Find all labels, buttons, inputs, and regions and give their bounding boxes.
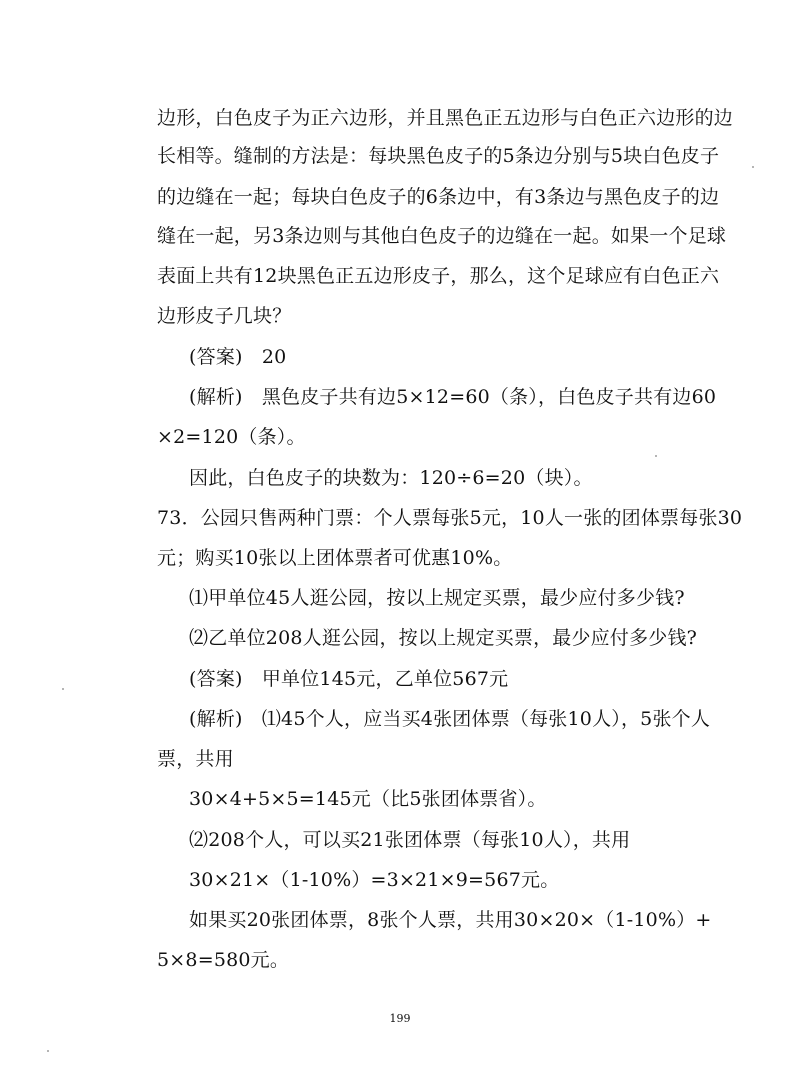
scan-speck bbox=[62, 688, 64, 690]
question-73-part-2: ⑵乙单位208人逛公园，按以上规定买票，最少应付多少钱? bbox=[189, 627, 698, 649]
text-line-5: 表面上共有12块黑色正五边形皮子，那么，这个足球应有白色正六 bbox=[157, 265, 720, 287]
analysis-line-1: (解析) 黑色皮子共有边5×12=60（条），白色皮子共有边60 bbox=[189, 386, 717, 408]
text-line-3: 的边缝在一起；每块白色皮子的6条边中，有3条边与黑色皮子的边 bbox=[157, 186, 720, 208]
analysis-73-line-4: ⑵208个人，可以买21张团体票（每张10人），共用 bbox=[189, 829, 631, 851]
question-73-line-1: 73．公园只售两种门票：个人票每张5元，10人一张的团体票每张30 bbox=[157, 507, 743, 529]
analysis-line-3: 因此，白色皮子的块数为：120÷6=20（块）。 bbox=[189, 467, 593, 489]
question-73-line-2: 元；购买10张以上团体票者可优惠10%。 bbox=[157, 547, 513, 569]
analysis-73-line-7: 5×8=580元。 bbox=[157, 949, 290, 971]
text-line-6: 边形皮子几块？ bbox=[157, 305, 292, 327]
analysis-73-line-3: 30×4+5×5=145元（比5张团体票省）。 bbox=[189, 788, 547, 810]
question-73-part-1: ⑴甲单位45人逛公园，按以上规定买票，最少应付多少钱? bbox=[189, 587, 685, 609]
answer-73-line: (答案) 甲单位145元，乙单位567元 bbox=[189, 668, 509, 690]
scan-speck bbox=[47, 1050, 49, 1052]
text-line-2: 长相等。缝制的方法是：每块黑色皮子的5条边分别与5块白色皮子 bbox=[157, 145, 720, 167]
scan-speck bbox=[655, 455, 657, 457]
page-number: 199 bbox=[389, 1012, 411, 1025]
scan-speck bbox=[752, 166, 754, 168]
text-line-4: 缝在一起，另3条边则与其他白色皮子的边缝在一起。如果一个足球 bbox=[157, 225, 727, 247]
analysis-73-line-6: 如果买20张团体票，8张个人票，共用30×20×（1-10%）+ bbox=[189, 909, 712, 931]
analysis-73-line-2: 票，共用 bbox=[157, 748, 234, 770]
analysis-73-line-5: 30×21×（1-10%）=3×21×9=567元。 bbox=[189, 869, 560, 891]
answer-label-line: (答案) 20 bbox=[189, 346, 287, 368]
text-line-1: 边形，白色皮子为正六边形，并且黑色正五边形与白色正六边形的边 bbox=[157, 107, 734, 129]
analysis-73-line-1: (解析) ⑴45个人，应当买4张团体票（每张10人），5张个人 bbox=[189, 708, 711, 730]
analysis-line-2: ×2=120（条）。 bbox=[157, 426, 306, 448]
